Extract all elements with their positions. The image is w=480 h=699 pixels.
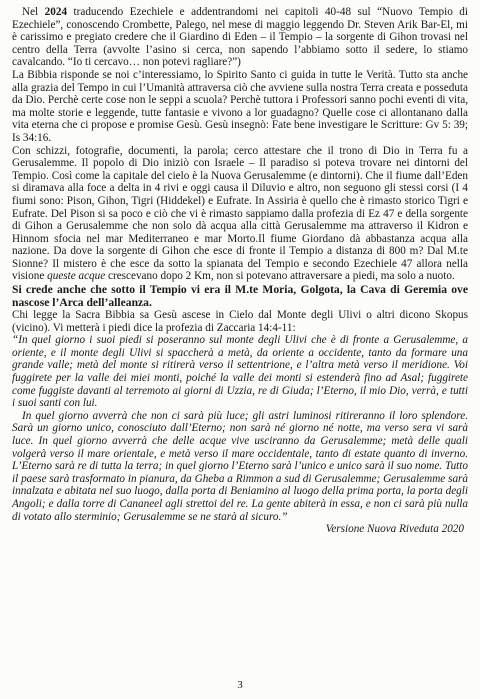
paragraph-bibbia: La Bibbia risponde se noi c’interessiamo, lo Spirito Santo ci guida in tutte le Verità. Tutto sta anche alla grazia del Tempo in cui l’Umanità attraversa ciò che avviene sulla nostra Terra creata e posseduta da Dio. Perchè certe cose non le seppi a scuola? Perchè tuttora i Professori sanno pochi eventi di vita, ma molte storie e leggende, tutte fantasie e vivono a lor guadagno? Quelle cose ci allontanano dalla vita eterna che ci propose e promise Gesù. Gesù insegnò: Fate bene investigare le Scritture: Gv 5: 39; Is 34:16. bbox=[12, 68, 468, 144]
paragraph-intro bbox=[12, 6, 468, 69]
paragraph-intro-text: traducendo Ezechiele e addentrandomi nei capitoli 40-48 sul “Nuovo Tempio di Ezechiele”, conoscendo Crombette, Palego, nel mese di maggio leggendo Dr. Steven Arik Bar-El, mi è carissimo e pregiato credere che il Giardino di Eden – il Tempio – la sorgente di Gihon trovasi nel centro della Terra (avvolte l’asino si cerca, non sapendo l’abbiamo sotto il sedere, lo stiamo cavalcando. “Io ti cercavo… non potevi ragliare?”) bbox=[12, 6, 469, 69]
paragraph-schizzi-end: crescevano dopo 2 Km, non si potevano attraversare a piedi, ma solo a nuoto. bbox=[108, 270, 455, 283]
quote-attribution: Versione Nuova Riveduta 2020 bbox=[325, 523, 464, 536]
body-text bbox=[12, 6, 468, 536]
quote-part-1: “In quel giorno i suoi piedi si poseranno sul monte degli Ulivi che è di fronte a Gerusalemme, a oriente, e il monte degli Ulivi si spaccherà a metà, da oriente a occidente, tanto da formare una grande valle; metà del monte si ritirerà verso il settentrione, e l’altra metà verso il meridione. Voi fuggirete per la valle dei miei monti, poiché la valle dei monti si estenderà fino ad Asal; fuggirete come fuggiste davanti al terremoto ai giorni di Uzzia, re di Giuda; l’Eterno, il mio Dio, verrà, e tutti i suoi santi con lui. bbox=[12, 334, 468, 410]
paragraph-schizzi bbox=[12, 145, 468, 284]
italic-phrase: queste acque bbox=[47, 270, 106, 283]
page-number: 3 bbox=[237, 679, 243, 691]
word-nel: Nel bbox=[22, 6, 39, 18]
year: 2024 bbox=[44, 6, 68, 18]
paragraph-schizzi-text: Con schizzi, fotografie, documenti, la parola; cerco attestare che il trono di Dio in Terra fu a Gerusalemme. Il popolo di Dio iniziò con Israele – Il paradiso si poteva trovare nei dintorni del Tempio. Così come la capitale del cielo è la Nuova Gerusalemme (e dintorni). Che il fiume dall’Eden si diramava alla foce a delta in 4 rivi e oggi causa il Diluvio e altro, non seguono gli stessi corsi (I 4 fiumi sono: Pison, Gihon, Tigri (Hiddekel) e Eufrate. In Assiria è quello che è rimasto storico Tigri e Eufrate. Del Pison si sa poco e ciò che vi è rimasto sappiamo dalla profezia di Ez 47 e della sorgente di Gihon a Gerusalemme che non solo dà acqua alla città Gerusalemme ma attraverso il Kidron e Hinnom sfocia nel mar Mediterraneo e mar Morto.Il fiume Giordano dà abbastanza acqua alla nazione. Da dove la sorgente di Gihon che esce di fronte il Tempio a distanza di 800 m? Dal M.te Sionne? Il mistero è che esce da sotto la spianata del Tempio e secondo Ezechiele 47 allora nella visione bbox=[12, 144, 468, 283]
quote-part-2: In quel giorno avverrà che non ci sarà più luce; gli astri luminosi ritireranno il loro splendore. Sarà un giorno unico, conosciuto dall’Eterno; non sarà né giorno né notte, ma verso sera vi sarà luce. In quel giorno avverrà che delle acque vive usciranno da Gerusalemme; metà delle quali volgerà verso il mare orientale, e metà verso il mare occidentale, tanto di estate quanto di inverno. L’Eterno sarà re di tutta la terra; in quel giorno l’Eterno sarà l’unico e unico sarà il suo nome. Tutto il paese sarà trasformato in pianura, da Gheba a Rimmon a sud di Gerusalemme; Gerusalemme sarà innalzata e abitata nel suo luogo, dalla porta di Beniamino al luogo della prima porta, la porta degli Angoli; e dalla torre di Cananeel agli strettoi del re. La gente abiterà in essa, e non ci sarà più nulla di votato allo sterminio; Gerusalemme se ne starà al sicuro.” bbox=[12, 409, 468, 523]
bold-statement: Si crede anche che sotto il Tempio vi era il M.te Moria, Golgota, la Cava di Geremia ove nascose l’Arca dell’alleanza. bbox=[12, 283, 468, 310]
paragraph-zaccaria-intro: Chi legge la Sacra Bibbia sa Gesù ascese in Cielo dal Monte degli Ulivi o altri dicono Skopus (vicino). Vi metterà i piedi dice la profezia di Zaccaria 14:4-11: bbox=[12, 309, 468, 334]
